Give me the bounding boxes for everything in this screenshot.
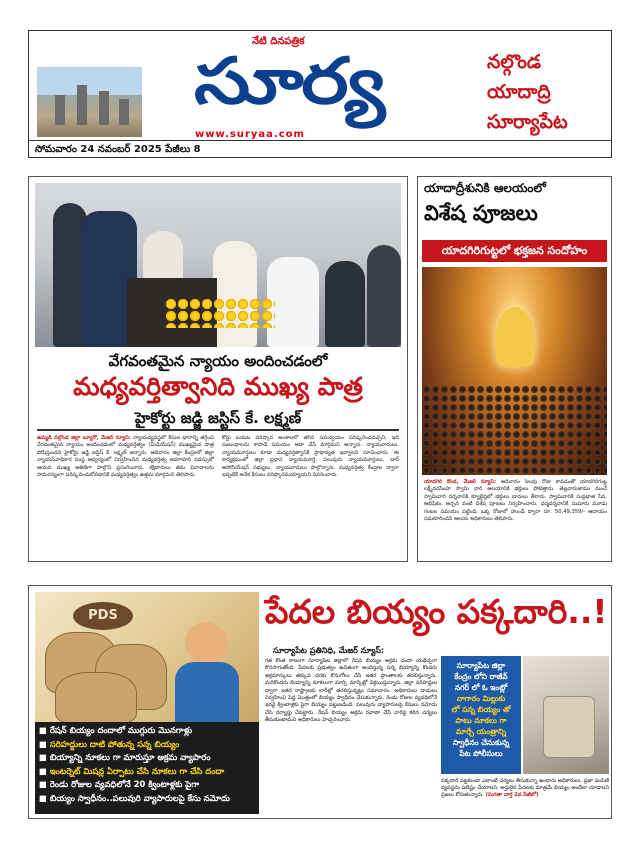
lead-body-text-2: కోర్టు బయట పరిష్కార అంశాలలో తగిన సమన్వయం పరిష్కరించవచ్చని, ఇది సంబంధాలను కాపాడే సమయం ఆదా చేసే మార్గమని అన్నారు. న్యాయవాదులు, న్యాయమూర్తులు కూడా మధ్యవర్తిత్వానికి ప్రాధాన్యత ఇవ్వాలని సూచించారు. ఈ కార్యక్రమంలో జిల్లా ప్రధాన న్యాయమూర్తి, పలువురు న్యాయమూర్తులు, బార్ అసోసియేషన్ సభ్యులు, న్యాయవాదులు పాల్గొన్నారు. మధ్యవర్తిత్వ కేంద్రాల ద్వారా ఇప్పటికే అనేక కేసులు పరిష్కారమయ్యాయని వివరించారు.	[222, 435, 399, 479]
rice-bottom-text	[441, 778, 609, 814]
region-nalgonda: నల్గొండ	[487, 51, 541, 73]
rice-story	[28, 585, 612, 819]
temple-story	[417, 176, 612, 562]
divider	[37, 429, 399, 431]
lead-dateline: ఉమ్మడి నల్గొండ జిల్లా బ్యూరో, మేజర్ న్యూస్:	[37, 435, 131, 441]
bullet-2: ■ సరిహద్దులు దాటి పోతున్న సన్న బియ్యం	[39, 738, 255, 752]
masthead	[28, 30, 612, 158]
region-suryapet: సూర్యాపేట	[487, 111, 568, 133]
rice-body: గత కొంత కాలంగా సూర్యాపేట జిల్లాలో రేషన్ బియ్యం అక్రమ దందా యథేచ్ఛగా కొనసాగుతోంది. పేదలకు ప్రభుత్వం ఉచితంగా అందిస్తున్న సన్న బియ్యాన్ని కొందరు అక్రమార్కులు తక్కువ ధరకు కొనుగోలు చేసి ఇతర ప్రాంతాలకు తరలిస్తున్నారు. మరికొందరు బియ్యాన్ని నూకలుగా మార్చి మార్కెట్లో విక్రయిస్తున్నారు. జిల్లా సరిహద్దుల ద్వారా ఇతర రాష్ట్రాలకు లారీల్లో తరలిస్తున్నట్లు సమాచారం. అధికారులు దాడులు నిర్వహించి పెద్ద మొత్తంలో బియ్యం స్వాధీనం చేసుకున్నారు. రెండు రోజుల వ్యవధిలోనే ఇరవై క్వింటాళ్లకు పైగా బియ్యం పట్టుబడింది. పలువురు వ్యాపారులపై కేసులు నమోదు చేసి దర్యాప్తు చేపట్టారు. రేషన్ బియ్యం అక్రమ రవాణా చేసే వారిపై కఠిన చర్యలు తీసుకుంటామని అధికారులు హెచ్చరించారు.	[265, 658, 437, 724]
rice-headline: పేదల బియ్యం పక్కదారి..!	[265, 592, 608, 631]
masthead-logo: సూర్య	[194, 45, 383, 119]
caption-line: లో సన్న బియ్యం తో	[451, 705, 511, 714]
lead-headline: మధ్యవర్తిత్వానిది ముఖ్య పాత్ర	[73, 372, 363, 401]
caption-line: నగర్ లో ఓ ఇంట్లో	[454, 683, 508, 692]
temple-band: యాదగిరిగుట్టలో భక్తజన సందోహం	[422, 240, 607, 262]
caption-line: నాగారం మిల్లుకు	[456, 694, 506, 703]
masthead-url: www.suryaa.com	[195, 129, 305, 140]
date-bar: సోమవారం 24 నవంబర్ 2025 పేజీలు 8	[29, 140, 611, 157]
region-yadadri: యాదాద్రి	[487, 81, 551, 103]
caption-line: పాటు నూకలు గా	[455, 716, 507, 725]
temple-dateline: యాదగిరి కొండ, మేజర్ న్యూస్:	[424, 479, 497, 485]
lead-body-col-2	[222, 435, 399, 557]
bullet-5: ■ రెండు రోజుల వ్యవధిలోనే 20 క్వింటాళ్లకు పైగా	[39, 778, 255, 792]
rice-bullets	[35, 722, 259, 814]
lead-body	[37, 435, 399, 557]
temple-kicker: యాదాద్రీశునికి ఆలయంలో	[424, 181, 546, 195]
court-event-photo	[35, 183, 401, 347]
continued-note: (మిగతా వార్త 2వ పేజీలో)	[485, 792, 539, 799]
rice-byline: సూర్యాపేట ప్రతినిధి, మేజర్ న్యూస్:	[273, 646, 385, 655]
lead-byline-head: హైకోర్టు జడ్జి జస్టిస్ కే. లక్ష్మణ్	[134, 409, 302, 427]
masthead-tagline: నేటి దినపత్రిక	[252, 36, 305, 47]
lead-story	[28, 176, 408, 562]
rice-bottom-body: పక్కదారి పట్టకుండా ఎలాంటి చర్యలు తీసుకున్నా ఉందారు అధికారులు. ప్రజా పంపిణీ వ్యవస్థను పటిష్టం చేయాలని, అర్హులైన పేదలకు మాత్రమే బియ్యం అందేలా చూడాలని ప్రజలు కోరుతున్నారు.	[441, 778, 609, 799]
rice-caption-box	[441, 656, 521, 774]
caption-line: కేంద్రం లోని రాజీవ్	[454, 672, 508, 681]
bullet-1: ■ రేషన్ బియ్యం దందాలో ముగ్గురు మొనగాళ్లు	[39, 724, 255, 738]
caption-line: పేట పోలీసులు	[459, 749, 503, 758]
edition-regions	[487, 47, 605, 137]
newspaper-front-page	[28, 30, 612, 820]
temple-headline: విశేష పూజలు	[424, 201, 538, 225]
rice-seizure-photo	[523, 656, 609, 774]
temple-photo	[37, 67, 142, 137]
temple-crowd-photo	[422, 267, 607, 475]
temple-body-text: ఆదివారం సెలవు రోజు కావడంతో యాదగిరిగుట్ట లక్ష్మీనరసింహ స్వామి వారి ఆలయానికి భక్తులు పోటెత్తారు. తెల్లవారుజాము నుంచే స్వామివారి దర్శనానికి క్యూలైన్లలో భక్తులు బారులు తీరారు. స్వామివారికి సుప్రభాత సేవ, అభిషేకం, అర్చన వంటి విశేష పూజలు నిర్వహించారు. ధర్మదర్శనానికి సుమారు మూడు గంటల సమయం పట్టింది. ఒక్క రోజులో హుండీ ద్వారా రూ. 50,49,359/- ఆదాయం సమకూరిందని ఆలయ అధికారులు తెలిపారు.	[424, 479, 607, 523]
pds-cartoon	[35, 592, 259, 722]
lead-body-text-1: న్యాయవ్యవస్థలో కేసుల భారాన్ని తగ్గించి వేగవంతమైన న్యాయం అందించడంలో మధ్యవర్తిత్వం (మీడియేషన్) ముఖ్యమైన పాత్ర పోషిస్తుందని హైకోర్టు జడ్జి జస్టిస్ కే. లక్ష్మణ్ అన్నారు. ఆదివారం జిల్లా కేంద్రంలో జిల్లా న్యాయసేవాధికార సంస్థ ఆధ్వర్యంలో నిర్వహించిన మధ్యవర్తిత్వ అవగాహన సదస్సులో ఆయన ముఖ్య అతిథిగా పాల్గొని ప్రసంగించారు. కక్షిదారులు తమ వివాదాలను సామరస్యంగా పరిష్కరించుకోవడానికి మధ్యవర్తిత్వం ఉత్తమ మార్గమని తెలిపారు.	[37, 435, 214, 479]
bullet-3: ■ బియ్యాన్ని నూకలు గా మారుస్తూ అక్రమ వ్యాపారం	[39, 751, 255, 765]
caption-line: స్వాధీనం చేసుకున్న	[452, 738, 510, 747]
pds-label: PDS	[73, 602, 133, 630]
caption-line: మార్చే యంత్రాన్ని	[455, 727, 507, 736]
temple-body	[424, 479, 607, 559]
bullet-6: ■ బియ్యం స్వాధీనం..పలువురి వ్యాపారులపై కేసు నమోదు	[39, 792, 255, 806]
bullet-4: ■ ఇంటర్నెట్ మిషన్ల ఏర్పాటు చేసి నూకలు గా చేసి దందా	[39, 765, 255, 779]
lead-subheadline: వేగవంతమైన న్యాయం అందించడంలో	[108, 352, 328, 370]
lead-body-col-1	[37, 435, 214, 557]
caption-line: సూర్యాపేట జిల్లా	[456, 661, 506, 670]
